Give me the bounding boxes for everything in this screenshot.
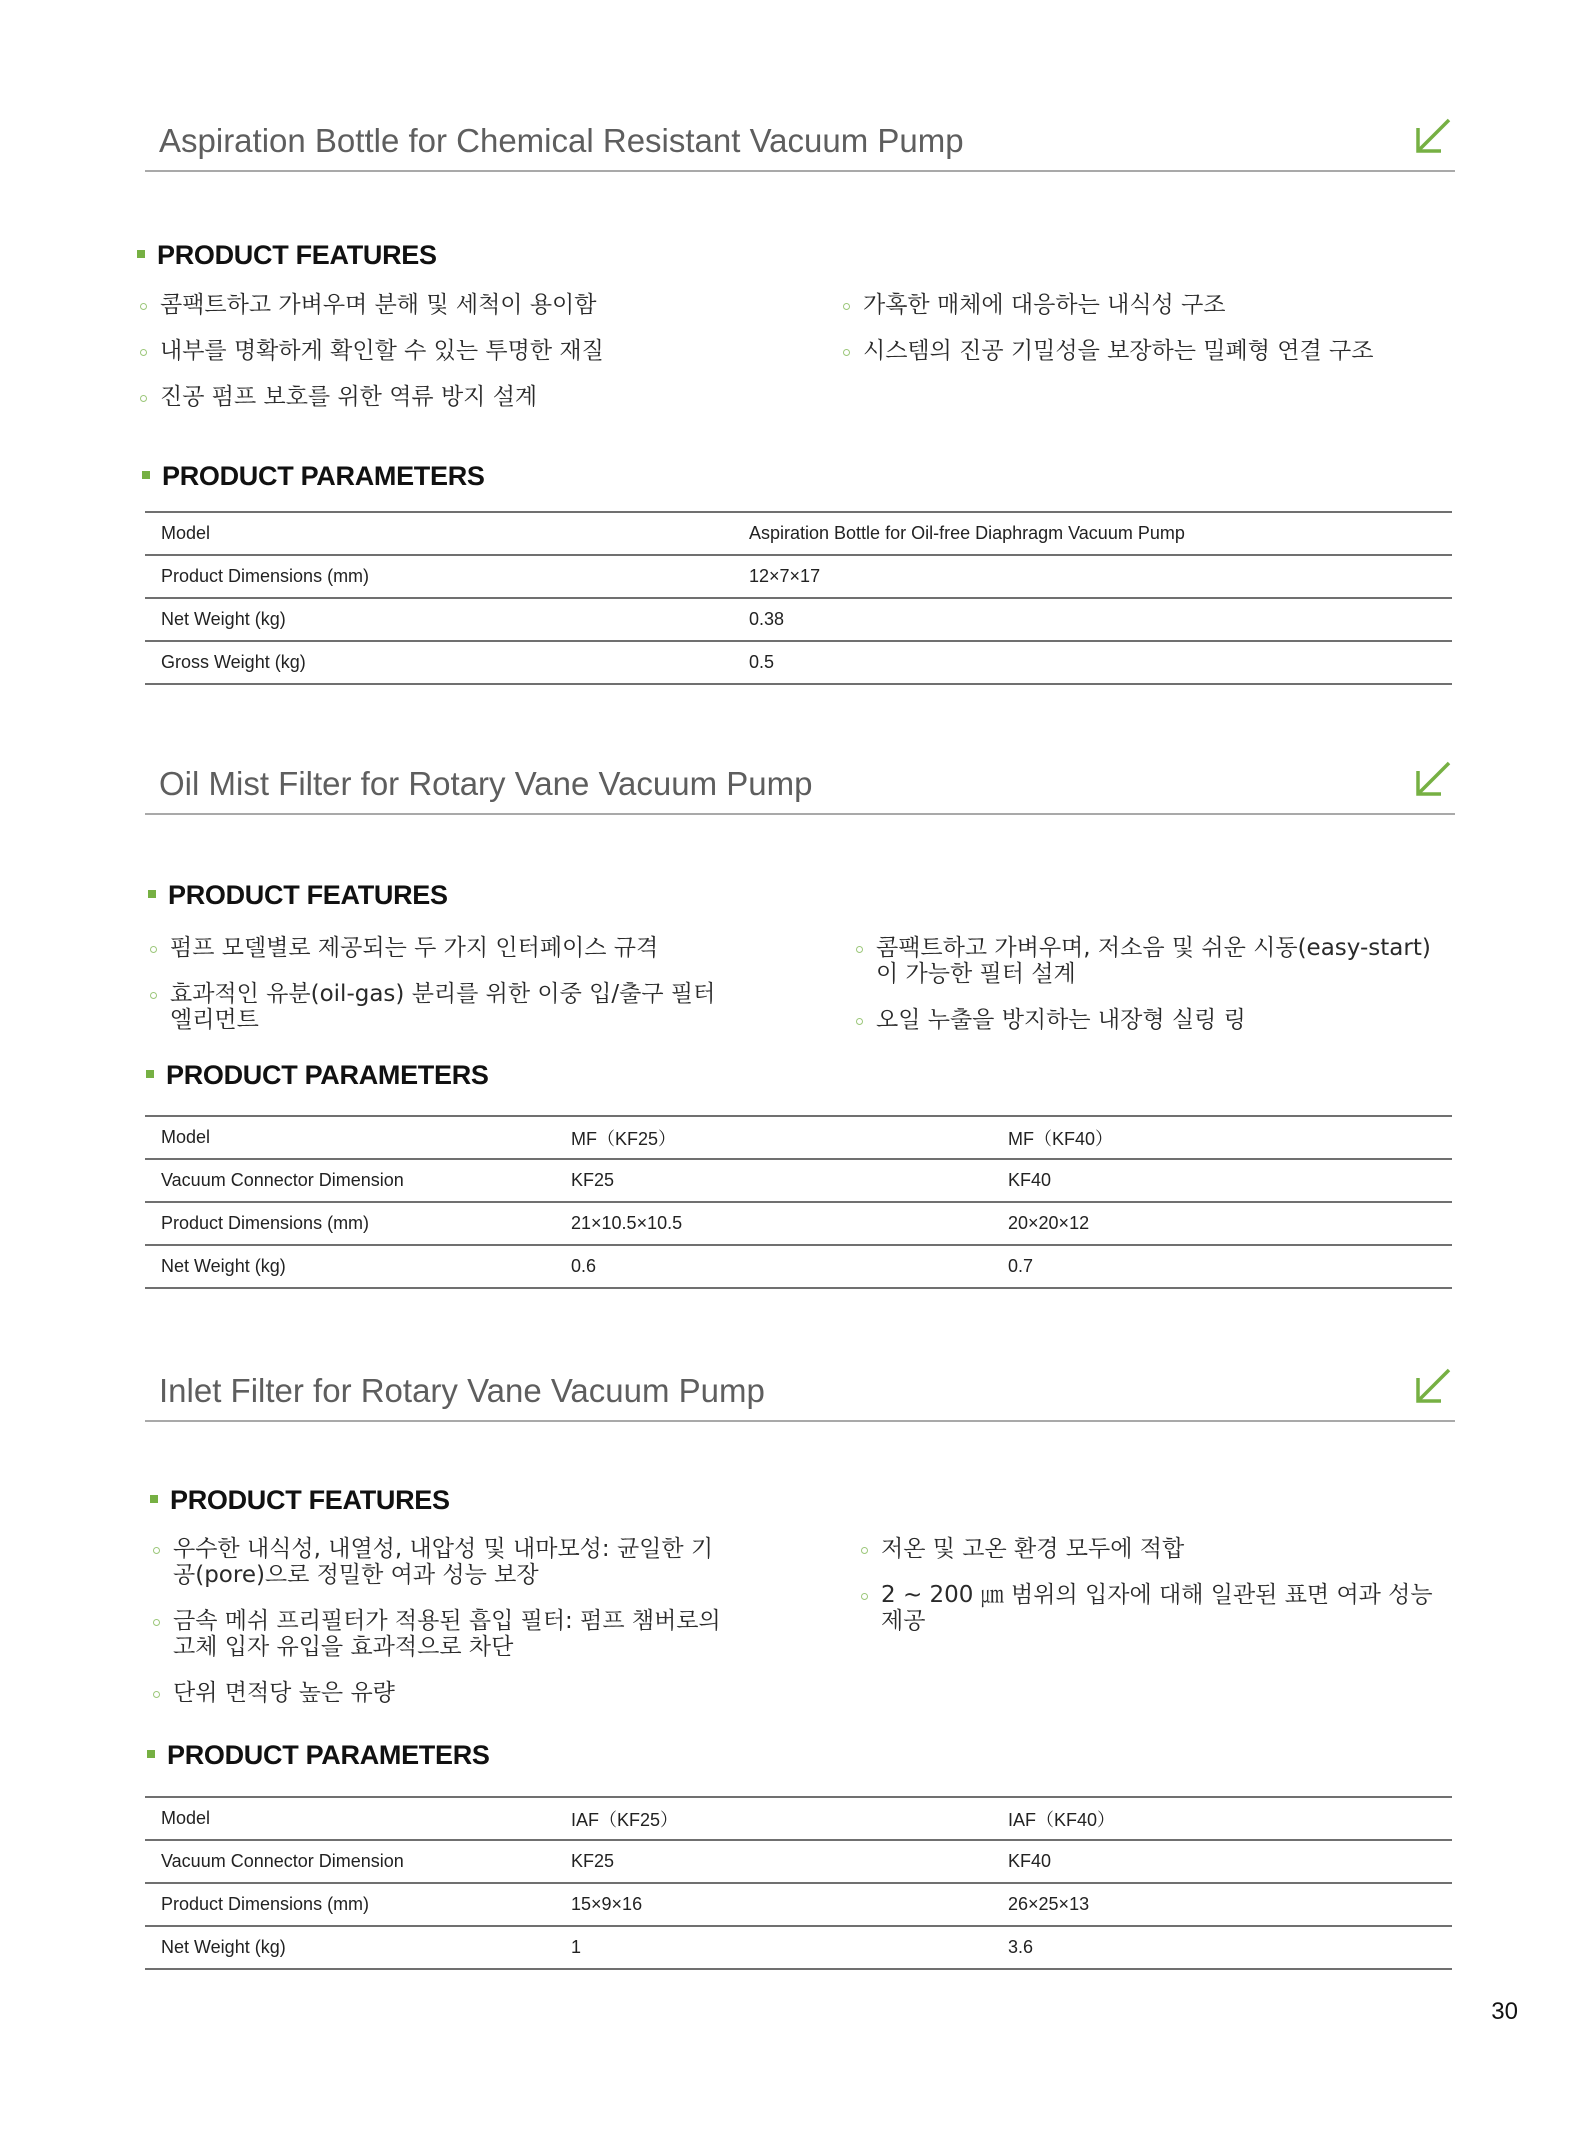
- parameters-heading: PRODUCT PARAMETERS: [146, 1060, 489, 1091]
- param-label: Product Dimensions (mm): [145, 555, 733, 598]
- param-value: 0.38: [733, 598, 1452, 641]
- feature-item: 효과적인 유분(oil-gas) 분리를 위한 이중 입/출구 필터 엘리먼트: [150, 981, 740, 1033]
- features-list-right: [843, 292, 1433, 384]
- param-value: 1: [555, 1926, 992, 1969]
- table-row: [145, 1883, 1452, 1926]
- param-value: 12×7×17: [733, 555, 1452, 598]
- feature-item: 내부를 명확하게 확인할 수 있는 투명한 재질: [140, 338, 730, 364]
- section-title: Oil Mist Filter for Rotary Vane Vacuum Pump: [159, 765, 813, 802]
- table-row: [145, 1245, 1452, 1288]
- feature-item: 저온 및 고온 환경 모두에 적합: [861, 1536, 1461, 1562]
- param-value: 26×25×13: [992, 1883, 1452, 1926]
- param-label: Model: [145, 1797, 555, 1840]
- table-row: [145, 598, 1452, 641]
- feature-item: 2 ~ 200 ㎛ 범위의 입자에 대해 일관된 표면 여과 성능 제공: [861, 1582, 1461, 1634]
- features-list-right: [856, 935, 1446, 1053]
- product-section-oil-mist-filter: [145, 763, 1455, 815]
- table-row: [145, 1926, 1452, 1969]
- param-value: 0.5: [733, 641, 1452, 684]
- param-label: Net Weight (kg): [145, 598, 733, 641]
- feature-item: 우수한 내식성, 내열성, 내압성 및 내마모성: 균일한 기공(pore)으로 정밀한 여과 성능 보장: [153, 1536, 723, 1588]
- param-label: Product Dimensions (mm): [145, 1883, 555, 1926]
- square-bullet-icon: [148, 890, 156, 898]
- feature-item: 펌프 모델별로 제공되는 두 가지 인터페이스 규격: [150, 935, 740, 961]
- param-value: 20×20×12: [992, 1202, 1452, 1245]
- feature-item: 시스템의 진공 기밀성을 보장하는 밀폐형 연결 구조: [843, 338, 1433, 364]
- table-row: [145, 512, 1452, 555]
- param-value: Aspiration Bottle for Oil-free Diaphragm Vacuum Pump: [733, 512, 1452, 555]
- parameters-heading: PRODUCT PARAMETERS: [147, 1740, 490, 1771]
- param-label: Model: [145, 512, 733, 555]
- feature-item: 콤팩트하고 가벼우며, 저소음 및 쉬운 시동(easy-start)이 가능한 필터 설계: [856, 935, 1446, 987]
- parameters-table: [145, 1115, 1452, 1289]
- param-value: KF25: [555, 1840, 992, 1883]
- features-heading: PRODUCT FEATURES: [148, 880, 448, 911]
- param-value: 0.7: [992, 1245, 1452, 1288]
- table-row: [145, 1202, 1452, 1245]
- table-row: [145, 1797, 1452, 1840]
- arrow-down-left-icon: [1413, 759, 1453, 799]
- parameters-heading: PRODUCT PARAMETERS: [142, 461, 485, 492]
- param-label: Net Weight (kg): [145, 1245, 555, 1288]
- section-header: [145, 1370, 1455, 1422]
- features-list-left: [153, 1536, 723, 1726]
- features-list-right: [861, 1536, 1461, 1654]
- table-row: [145, 555, 1452, 598]
- section-title: Inlet Filter for Rotary Vane Vacuum Pump: [159, 1372, 765, 1409]
- param-label: Product Dimensions (mm): [145, 1202, 555, 1245]
- section-title: Aspiration Bottle for Chemical Resistant Vacuum Pump: [159, 122, 964, 159]
- param-value: KF40: [992, 1840, 1452, 1883]
- parameters-table: [145, 511, 1452, 685]
- param-value: 3.6: [992, 1926, 1452, 1969]
- param-value: MF（KF25）: [555, 1116, 992, 1159]
- param-label: Vacuum Connector Dimension: [145, 1840, 555, 1883]
- product-section-inlet-filter: [145, 1370, 1455, 1422]
- table-row: [145, 1840, 1452, 1883]
- product-section-aspiration-bottle: [145, 120, 1455, 172]
- param-label: Vacuum Connector Dimension: [145, 1159, 555, 1202]
- param-label: Gross Weight (kg): [145, 641, 733, 684]
- section-header: [145, 120, 1455, 172]
- section-header: [145, 763, 1455, 815]
- param-value: 21×10.5×10.5: [555, 1202, 992, 1245]
- param-label: Net Weight (kg): [145, 1926, 555, 1969]
- feature-item: 콤팩트하고 가벼우며 분해 및 세척이 용이함: [140, 292, 730, 318]
- param-value: MF（KF40）: [992, 1116, 1452, 1159]
- feature-item: 금속 메쉬 프리필터가 적용된 흡입 필터: 펌프 챔버로의 고체 입자 유입을 효과적으로 차단: [153, 1608, 723, 1660]
- feature-item: 오일 누출을 방지하는 내장형 실링 링: [856, 1007, 1446, 1033]
- param-value: KF40: [992, 1159, 1452, 1202]
- param-value: IAF（KF40）: [992, 1797, 1452, 1840]
- page-number: 30: [1491, 1998, 1518, 2025]
- feature-item: 가혹한 매체에 대응하는 내식성 구조: [843, 292, 1433, 318]
- param-value: 15×9×16: [555, 1883, 992, 1926]
- param-value: KF25: [555, 1159, 992, 1202]
- parameters-table: [145, 1796, 1452, 1970]
- features-list-left: [150, 935, 740, 1053]
- param-label: Model: [145, 1116, 555, 1159]
- square-bullet-icon: [150, 1495, 158, 1503]
- features-heading: PRODUCT FEATURES: [137, 240, 437, 271]
- features-heading: PRODUCT FEATURES: [150, 1485, 450, 1516]
- arrow-down-left-icon: [1413, 1366, 1453, 1406]
- square-bullet-icon: [142, 471, 150, 479]
- table-row: [145, 1159, 1452, 1202]
- feature-item: 진공 펌프 보호를 위한 역류 방지 설계: [140, 384, 730, 410]
- feature-item: 단위 면적당 높은 유량: [153, 1680, 723, 1706]
- features-list-left: [140, 292, 730, 430]
- square-bullet-icon: [137, 250, 145, 258]
- param-value: IAF（KF25）: [555, 1797, 992, 1840]
- table-row: [145, 1116, 1452, 1159]
- arrow-down-left-icon: [1413, 116, 1453, 156]
- square-bullet-icon: [147, 1750, 155, 1758]
- square-bullet-icon: [146, 1070, 154, 1078]
- param-value: 0.6: [555, 1245, 992, 1288]
- table-row: [145, 641, 1452, 684]
